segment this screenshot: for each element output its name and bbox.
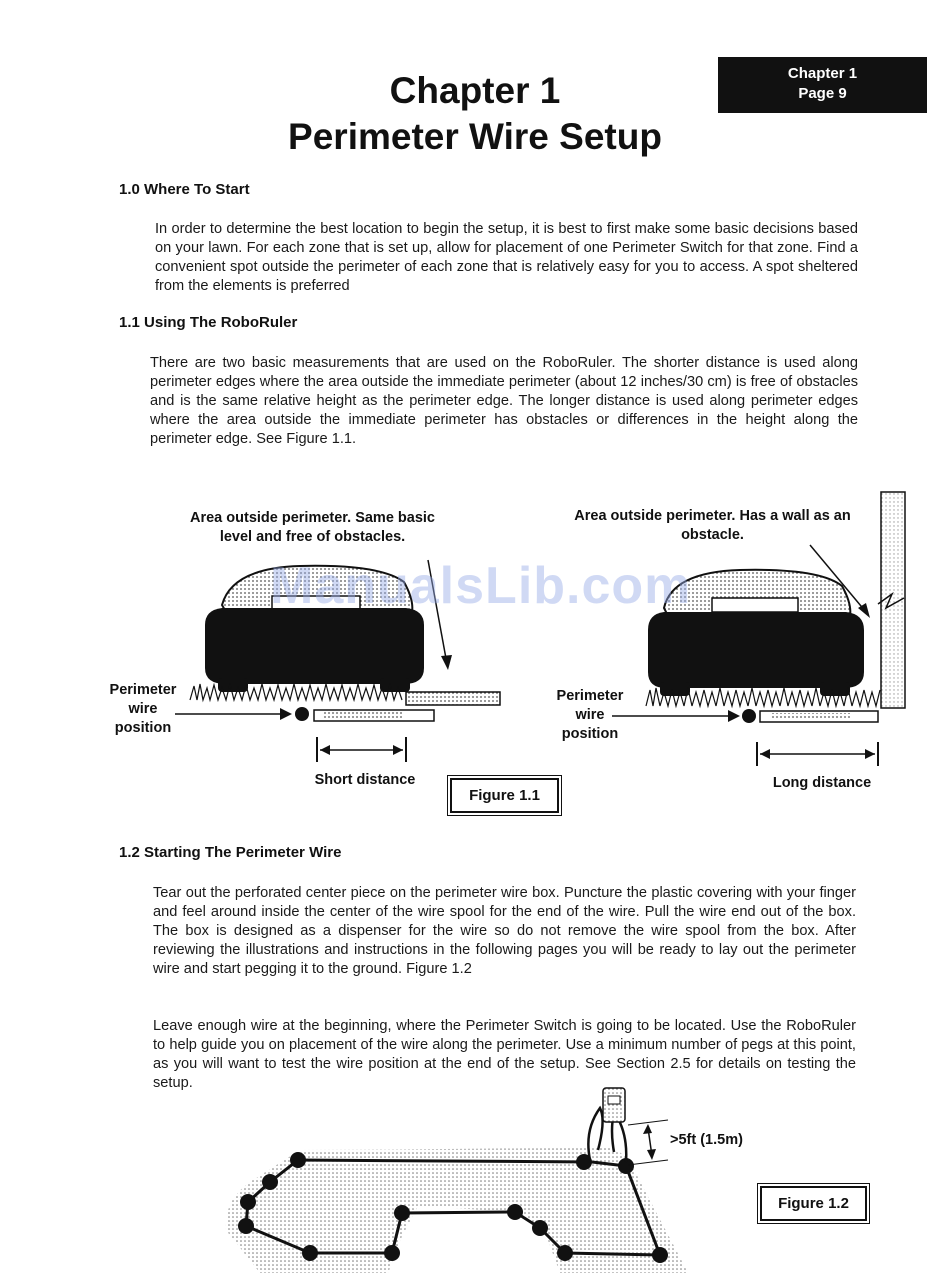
badge-page: Page 9 [798,85,847,102]
figure-1-1-caption: Figure 1.1 [450,778,559,813]
figure-1-1-left-callout: Area outside perimeter. Same basic level and free of obstacles. [190,510,435,545]
title-line-1: Chapter 1 [389,70,561,111]
figure-1-2-distance-label: >5ft (1.5m) [670,1132,743,1148]
perimeter-switch-icon [603,1088,625,1122]
section-heading-1-0: 1.0 Where To Start [119,181,250,198]
watermark: ManualsLib.com [270,557,692,615]
short-distance-label: Short distance [314,772,416,788]
section-heading-1-1: 1.1 Using The RoboRuler [119,314,298,331]
figure-1-1-right-wire-label: Perimeter wire position [556,688,624,742]
badge-chapter: Chapter 1 [787,65,858,82]
section-1-1-paragraph: There are two basic measurements that are used on the RoboRuler. The shorter distance is used along perimeter edges where the area outside the immediate perimeter (about 12 inches/30 cm) is free of obstacles and is the same relative height as the perimeter edge. The longer distance is used along perimeter edges where the area outside the immediate perimeter has obstacles or differences in the height along the perimeter edge. See Figure 1.1. [150,355,858,447]
long-distance-label: Long distance [772,775,872,791]
section-heading-1-2: 1.2 Starting The Perimeter Wire [119,844,342,861]
title-line-2: Perimeter Wire Setup [288,116,662,157]
section-1-2-paragraph-2: Leave enough wire at the beginning, where the Perimeter Switch is going to be located. Use the RoboRuler to help guide you on placement of the wire along the perimeter. Use a minimum number of pegs at this point, as you will want to test the wire position at the end of the setup. See Section 2.5 for details on testing the setup. [153,1018,856,1091]
figure-1-2-caption: Figure 1.2 [760,1186,867,1221]
section-1-2-paragraph-1: Tear out the perforated center piece on the perimeter wire box. Puncture the plastic covering with your finger and feel around inside the center of the wire spool for the end of the wire. Pull the wire end out of the box. The box is designed as a dispenser for the wire so do not remove the wire spool from the box. After reviewing the illustrations and instructions in the following pages you will be ready to lay out the perimeter wire and start pegging it to the ground. Figure 1.2 [153,885,856,977]
figure-1-1-right-callout: Area outside perimeter. Has a wall as an obstacle. [574,508,851,543]
figure-1-1-left-wire-label: Perimeter wire position [109,682,177,736]
section-1-0-paragraph: In order to determine the best location to begin the setup, it is best to first make some basic decisions based on your lawn. For each zone that is set up, allow for placement of one Perimeter Switch for that zone. Find a convenient spot outside the perimeter of each zone that is relatively easy for you to access. A spot sheltered from the elements is preferred [155,221,858,294]
